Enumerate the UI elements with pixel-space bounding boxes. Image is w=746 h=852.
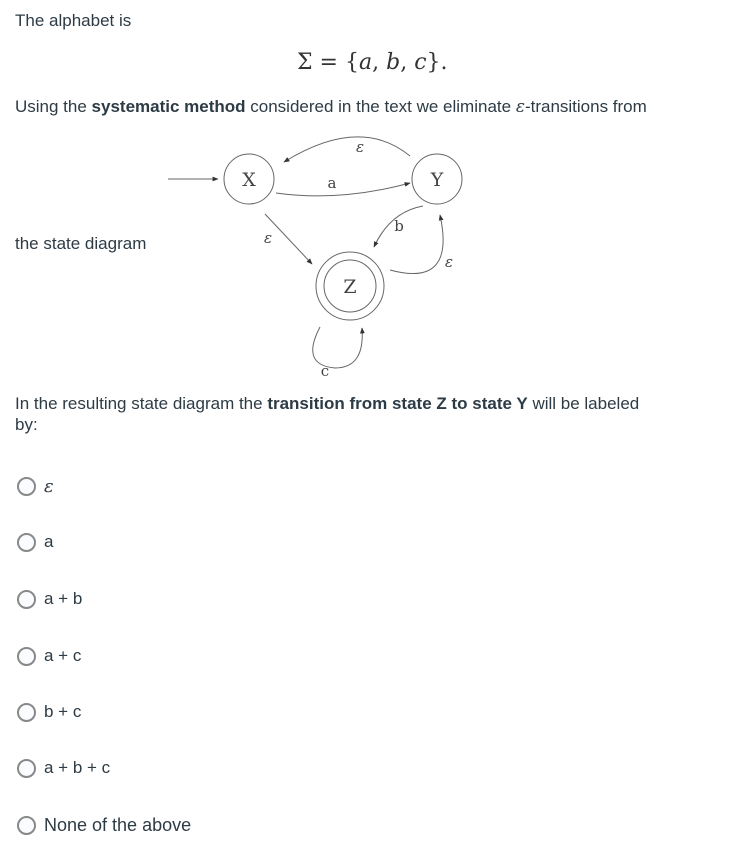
state-diagram-text: the state diagram xyxy=(15,234,147,253)
label-y-x: ε xyxy=(355,138,365,156)
state-x-label: X xyxy=(242,169,256,191)
label-x-z: ε xyxy=(263,229,273,247)
label-y-z: b xyxy=(394,217,404,235)
state-y-label: Y xyxy=(430,169,444,191)
method-text: Using the systematic method considered in the text we eliminate ε-transitions from xyxy=(15,97,647,117)
radio-button[interactable] xyxy=(17,533,36,552)
transition-y-x xyxy=(284,137,410,162)
systematic-method-emphasis: systematic method xyxy=(91,97,246,116)
sigma-symbol: Σ xyxy=(297,50,313,75)
prompt-emphasis: transition from state Z to state Y xyxy=(267,394,528,413)
radio-button[interactable] xyxy=(17,647,36,666)
option-b-plus-c[interactable] xyxy=(17,702,81,722)
state-z-label: Z xyxy=(343,276,357,298)
transition-x-z xyxy=(265,214,312,264)
epsilon-symbol: ε xyxy=(515,97,525,117)
question-prompt: In the resulting state diagram the transition from state Z to state Y will be labeled xyxy=(15,394,640,413)
transition-x-y xyxy=(276,183,410,196)
option-none-of-the-above[interactable] xyxy=(17,815,191,836)
radio-button[interactable] xyxy=(17,759,36,778)
option-label: a xyxy=(44,532,54,551)
option-label: a + c xyxy=(44,646,82,665)
option-a-plus-c[interactable] xyxy=(17,646,81,666)
label-z-y: ε xyxy=(444,253,454,271)
option-a-plus-b-plus-c[interactable] xyxy=(17,758,110,778)
label-x-y: a xyxy=(327,174,337,192)
radio-button[interactable] xyxy=(17,703,36,722)
option-label: b + c xyxy=(44,702,82,721)
radio-button[interactable] xyxy=(17,477,36,496)
question-prompt-line2: by: xyxy=(15,415,38,434)
radio-button[interactable] xyxy=(17,816,36,835)
intro-text: The alphabet is xyxy=(15,11,132,30)
label-z-z: c xyxy=(320,362,330,380)
state-diagram xyxy=(160,130,480,380)
radio-button[interactable] xyxy=(17,590,36,609)
alphabet-formula: Σ = {a, b, c}. xyxy=(297,50,448,75)
option-label: a + b xyxy=(44,589,83,608)
option-epsilon[interactable] xyxy=(17,476,54,497)
option-a[interactable] xyxy=(17,532,53,552)
option-a-plus-b[interactable] xyxy=(17,589,82,609)
option-label: None of the above xyxy=(44,815,192,835)
option-label: ε xyxy=(44,476,54,497)
option-label: a + b + c xyxy=(44,758,111,777)
